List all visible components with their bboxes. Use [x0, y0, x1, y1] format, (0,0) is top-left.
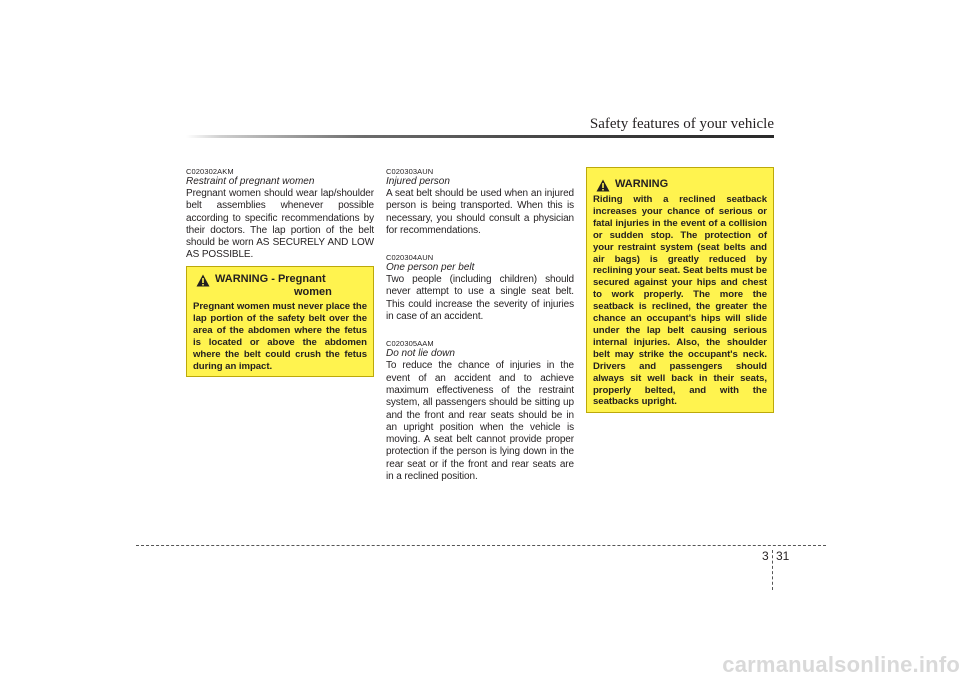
section-heading: Restraint of pregnant women: [186, 176, 315, 187]
section-code: C020304AUN: [386, 253, 434, 263]
section-do-not-lie-down: [386, 339, 574, 483]
warning-box-pregnant: [186, 266, 374, 377]
page-number: 31: [776, 549, 790, 563]
section-heading: Injured person: [386, 176, 450, 187]
warning-title: WARNING - Pregnant women: [215, 273, 332, 298]
section-one-person-per-belt: [386, 253, 574, 323]
section-code: C020305AAM: [386, 339, 434, 349]
warning-box-reclined-seat: [586, 167, 774, 413]
page-divider: [772, 550, 773, 590]
footer-dashed-rule: [136, 545, 826, 546]
watermark: carmanualsonline.info: [722, 652, 960, 677]
section-injured-person: [386, 167, 574, 237]
warning-triangle-icon: [196, 274, 210, 287]
middle-column: [386, 167, 574, 499]
section-body: Two people (including children) should never attempt to use a single seat belt. This could increase the severity of injuries in case of an accident.: [386, 274, 574, 323]
section-code: C020302AKM: [186, 167, 234, 176]
left-column: [186, 167, 374, 262]
section-heading: One person per belt: [386, 262, 475, 274]
page-header-title: Safety features of your vehicle: [589, 116, 774, 132]
section-code: C020303AUN: [386, 167, 434, 176]
warning-body: Riding with a reclined seatback increases your chance of serious or fatal injuries in the event of a collision or sudden stop. The protection of your restraint system (seat belts and air bags) is greatly reduced by reclining your seat. Seat belts must be secured against your hips and chest to work properly. The more the seatback is reclined, the greater the chance an occupant's hips will slide under the lap belt causing serious internal injuries. Also, the shoulder belt may strike the occupant's neck. Drivers and passengers should always sit well back in their seats, properly belted, and with the seatbacks upright.: [593, 194, 767, 408]
section-heading: Do not lie down: [386, 348, 455, 360]
chapter-number: 3: [762, 549, 769, 563]
section-body: A seat belt should be used when an injured person is being transported. When this is necessary, you should consult a physician for recommendations.: [386, 188, 574, 236]
warning-header: [196, 273, 367, 299]
header-rule: [186, 135, 774, 138]
warning-header: [596, 178, 767, 192]
warning-body: Pregnant women must never place the lap portion of the safety belt over the area of the abdomen where the fetus is located or above the abdomen where the belt could crush the fetus during an impact.: [193, 301, 367, 372]
warning-title: WARNING: [615, 178, 669, 190]
warning-triangle-icon: [596, 179, 610, 192]
section-body: Pregnant women should wear lap/shoulder belt assemblies whenever possible according to specific recommendations by their doctors. The lap portion of the belt should be worn AS SECURELY AND LOW AS POSSIBLE.: [186, 188, 374, 261]
section-body: To reduce the chance of injuries in the event of an accident and to achieve maximum effectiveness of the restraint system, all passengers should be sitting up and the front and rear seats should be in an upright position when the vehicle is moving. A seat belt cannot provide proper protection if the person is lying down in the rear seat or if the front and rear seats are in a reclined position.: [386, 360, 574, 483]
